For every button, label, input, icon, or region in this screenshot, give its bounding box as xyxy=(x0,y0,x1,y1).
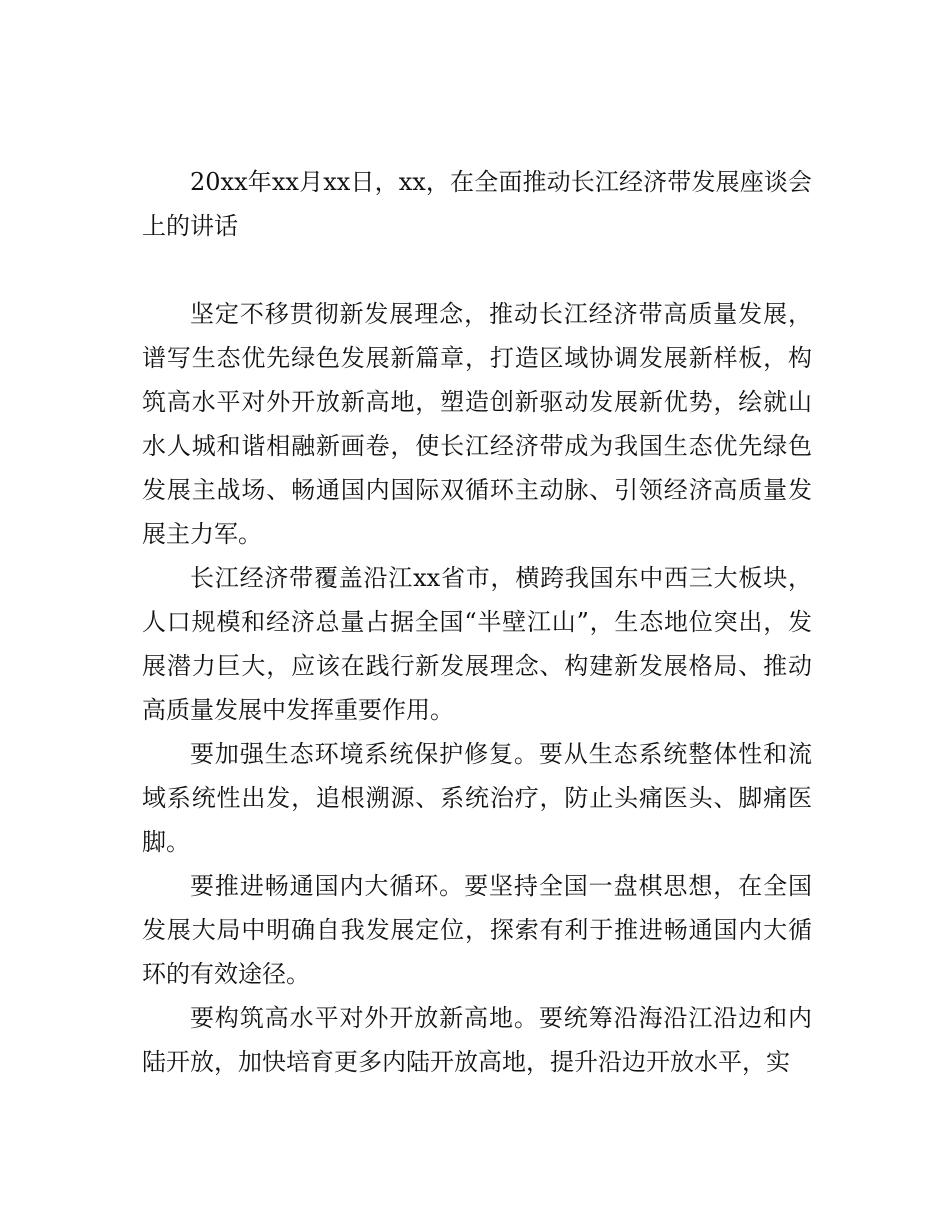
paragraph-5: 要构筑高水平对外开放新高地。要统筹沿海沿江沿边和内陆开放，加快培育更多内陆开放高地，提升沿边开放水平，实 xyxy=(142,1004,812,1076)
paragraph-3: 要加强生态环境系统保护修复。要从生态系统整体性和流域系统性出发，追根溯源、系统治疗，防止头痛医头、脚痛医脚。 xyxy=(142,740,812,856)
speech-heading: 20xx年xx月xx日，xx，在全面推动长江经济带发展座谈会上的讲话 xyxy=(142,168,812,240)
paragraph-1: 坚定不移贯彻新发展理念，推动长江经济带高质量发展，谱写生态优先绿色发展新篇章，打造区域协调发展新样板，构筑高水平对外开放新高地，塑造创新驱动发展新优势，绘就山水人城和谐相融新画卷，使长江经济带成为我国生态优先绿色发展主战场、畅通国内国际双循环主动脉、引领经济高质量发展主力军。 xyxy=(142,300,812,548)
paragraph-4: 要推进畅通国内大循环。要坚持全国一盘棋思想，在全国发展大局中明确自我发展定位，探索有利于推进畅通国内大循环的有效途径。 xyxy=(142,872,812,988)
paragraph-2: 长江经济带覆盖沿江xx省市，横跨我国东中西三大板块，人口规模和经济总量占据全国“半壁江山”，生态地位突出，发展潜力巨大，应该在践行新发展理念、构建新发展格局、推动高质量发展中发挥重要作用。 xyxy=(142,564,812,724)
document-body xyxy=(142,160,812,1084)
